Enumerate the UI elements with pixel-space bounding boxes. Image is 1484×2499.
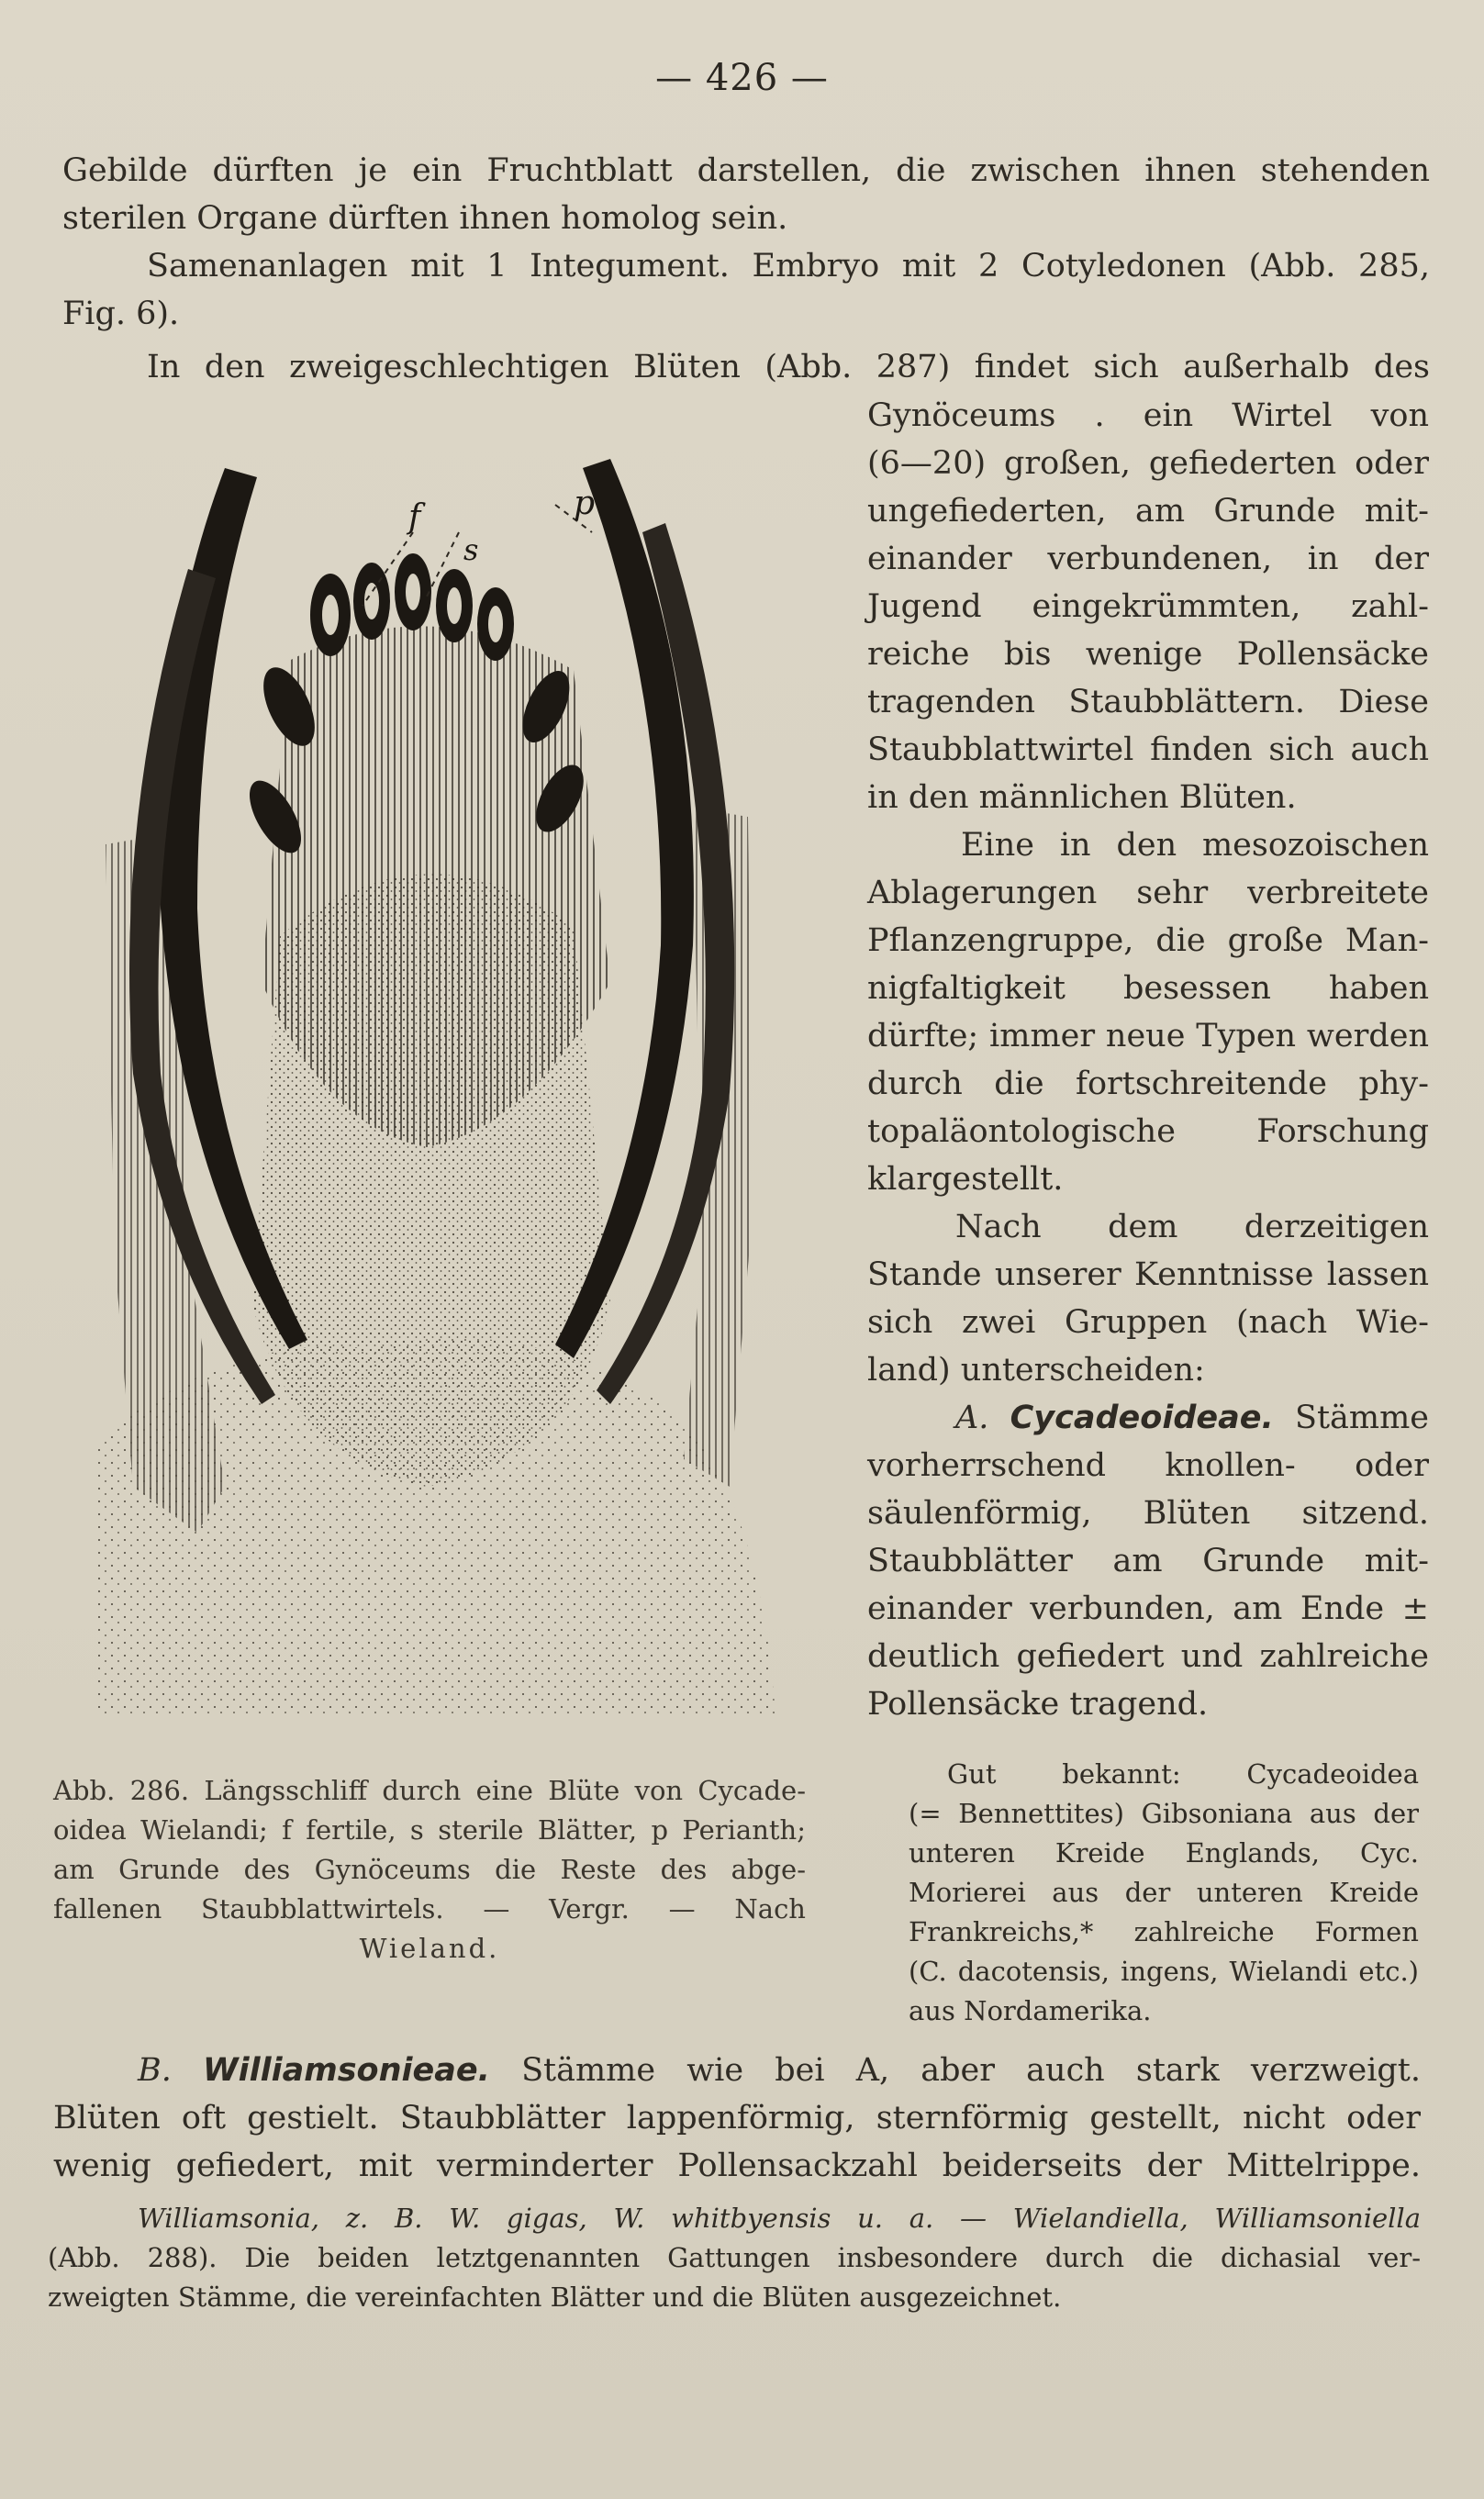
text-line: Staubblätter am Grunde mit- bbox=[867, 1543, 1429, 1579]
label-p: p bbox=[574, 485, 596, 522]
text-line: Eine in den mesozoischen bbox=[961, 827, 1429, 864]
group-a-name: Cycadeoideae. bbox=[1010, 1400, 1274, 1436]
text-line: (Abb. 288). Die beiden letztgenannten Gattungen insbesondere durch die dichasial ver- bbox=[48, 2242, 1421, 2273]
text-line: einander verbunden, am Ende ± bbox=[867, 1590, 1429, 1627]
text-line: Stande unserer Kenntnisse lassen bbox=[867, 1256, 1429, 1293]
text-line: Jugend eingekrümmten, zahl- bbox=[867, 588, 1429, 625]
text-line: Pollensäcke tragend. bbox=[867, 1686, 1209, 1723]
text-line: (= Bennettites) Gibsoniana aus der bbox=[909, 1798, 1419, 1829]
text-line: reiche bis wenige Pollensäcke bbox=[867, 636, 1429, 673]
text-line: deutlich gefiedert und zahlreiche bbox=[867, 1638, 1429, 1675]
text-line: dürfte; immer neue Typen werden bbox=[867, 1018, 1429, 1054]
text-line: aus Nordamerika. bbox=[909, 1995, 1152, 2026]
group-a-letter: A. bbox=[955, 1400, 989, 1436]
text-line: sterilen Organe dürften ihnen homolog sein. bbox=[62, 200, 788, 237]
text-line: in den männlichen Blüten. bbox=[867, 779, 1297, 816]
group-a-heading-line: A. Cycadeoideae. Stämme bbox=[955, 1400, 1429, 1436]
caption-line: Abb. 286. Längsschliff durch eine Blüte von Cycade- bbox=[53, 1775, 806, 1806]
text-line: Blüten oft gestielt. Staubblätter lappenförmig, sternförmig gestellt, nicht oder bbox=[53, 2100, 1421, 2136]
text-line: (C. dacotensis, ingens, Wielandi etc.) bbox=[909, 1956, 1419, 1987]
text-line: (6—20) großen, gefiederten oder bbox=[867, 445, 1429, 482]
text-line: Pflanzengruppe, die große Man- bbox=[867, 922, 1429, 959]
text-line: säulenförmig, Blüten sitzend. bbox=[867, 1495, 1429, 1532]
gut-bekannt-paragraph bbox=[909, 1755, 1419, 2031]
text-line: Samenanlagen mit 1 Integument. Embryo mit 2 Cotyledonen (Abb. 285, bbox=[147, 248, 1430, 284]
text-line: Gut bekannt: Cycadeoidea bbox=[947, 1758, 1419, 1790]
group-b-paragraph bbox=[53, 2047, 1421, 2190]
text-line: Williamsonia, z. B. W. gigas, W. whitbyensis u. a. — Wielandiella, Williamsoniella bbox=[138, 2203, 1421, 2234]
text-line: wenig gefiedert, mit verminderter Pollensackzahl beiderseits der Mittelrippe. bbox=[53, 2148, 1421, 2184]
right-column bbox=[867, 392, 1429, 1728]
text-line: ungefiederten, am Grunde mit- bbox=[867, 493, 1429, 530]
text-line: Ablagerungen sehr verbreitete bbox=[867, 875, 1429, 911]
caption-line: am Grunde des Gynöceums die Reste des abge- bbox=[53, 1854, 806, 1885]
text-line: zweigten Stämme, die vereinfachten Blätter und die Blüten ausgezeichnet. bbox=[48, 2281, 1062, 2313]
text-line: nigfaltigkeit besessen haben bbox=[867, 970, 1429, 1007]
text-line: durch die fortschreitende phy- bbox=[867, 1065, 1429, 1102]
intro-paragraph bbox=[62, 147, 1430, 242]
caption-line: oidea Wielandi; f fertile, s sterile Blätter, p Perianth; bbox=[53, 1814, 806, 1846]
text-line: vorherrschend knollen- oder bbox=[867, 1447, 1429, 1484]
text-line: klargestellt. bbox=[867, 1161, 1064, 1198]
text-line: einander verbundenen, in der bbox=[867, 541, 1429, 577]
caption-line: Wieland. bbox=[359, 1933, 500, 1964]
text-line: sich zwei Gruppen (nach Wie- bbox=[867, 1304, 1429, 1341]
caption-line: fallenen Staubblattwirtels. — Vergr. — Nach bbox=[53, 1893, 806, 1924]
text-line: Gynöceums . ein Wirtel von bbox=[867, 397, 1429, 434]
figure-caption bbox=[53, 1771, 806, 1969]
group-b-name: Williamsonieae. bbox=[203, 2052, 490, 2089]
text-line: unteren Kreide Englands, Cyc. bbox=[909, 1837, 1419, 1869]
text-line: Morierei aus der unteren Kreide bbox=[909, 1877, 1419, 1908]
text-line: Fig. 6). bbox=[62, 296, 180, 332]
label-f: f bbox=[408, 498, 421, 536]
text-line: Staubblattwirtel finden sich auch bbox=[867, 731, 1429, 768]
text-line: tragenden Staubblättern. Diese bbox=[867, 684, 1429, 720]
flower-section-illustration bbox=[96, 431, 812, 1753]
williamsonia-paragraph bbox=[48, 2199, 1421, 2317]
text-line: land) unterscheiden: bbox=[867, 1352, 1205, 1389]
group-b-heading-line: B. Williamsonieae. Stämme wie bei A, aber auch stark verzweigt. bbox=[138, 2052, 1421, 2089]
group-b-letter: B. bbox=[138, 2052, 172, 2089]
zweigeschlechtig-first-line: In den zweigeschlechtigen Blüten (Abb. 287) findet sich außerhalb des bbox=[147, 349, 1430, 385]
page-number: — 426 — bbox=[655, 57, 829, 99]
samenanlagen-paragraph bbox=[62, 242, 1430, 338]
figure-cycadeoidea-section bbox=[96, 431, 812, 1753]
text-line: Nach dem derzeitigen bbox=[955, 1209, 1429, 1245]
text-line: Frankreichs,* zahlreiche Formen bbox=[909, 1916, 1419, 1947]
label-s: s bbox=[463, 532, 479, 567]
text-line: topaläontologische Forschung bbox=[867, 1113, 1429, 1150]
text-line: Gebilde dürften je ein Fruchtblatt darstellen, die zwischen ihnen stehenden bbox=[62, 152, 1430, 189]
